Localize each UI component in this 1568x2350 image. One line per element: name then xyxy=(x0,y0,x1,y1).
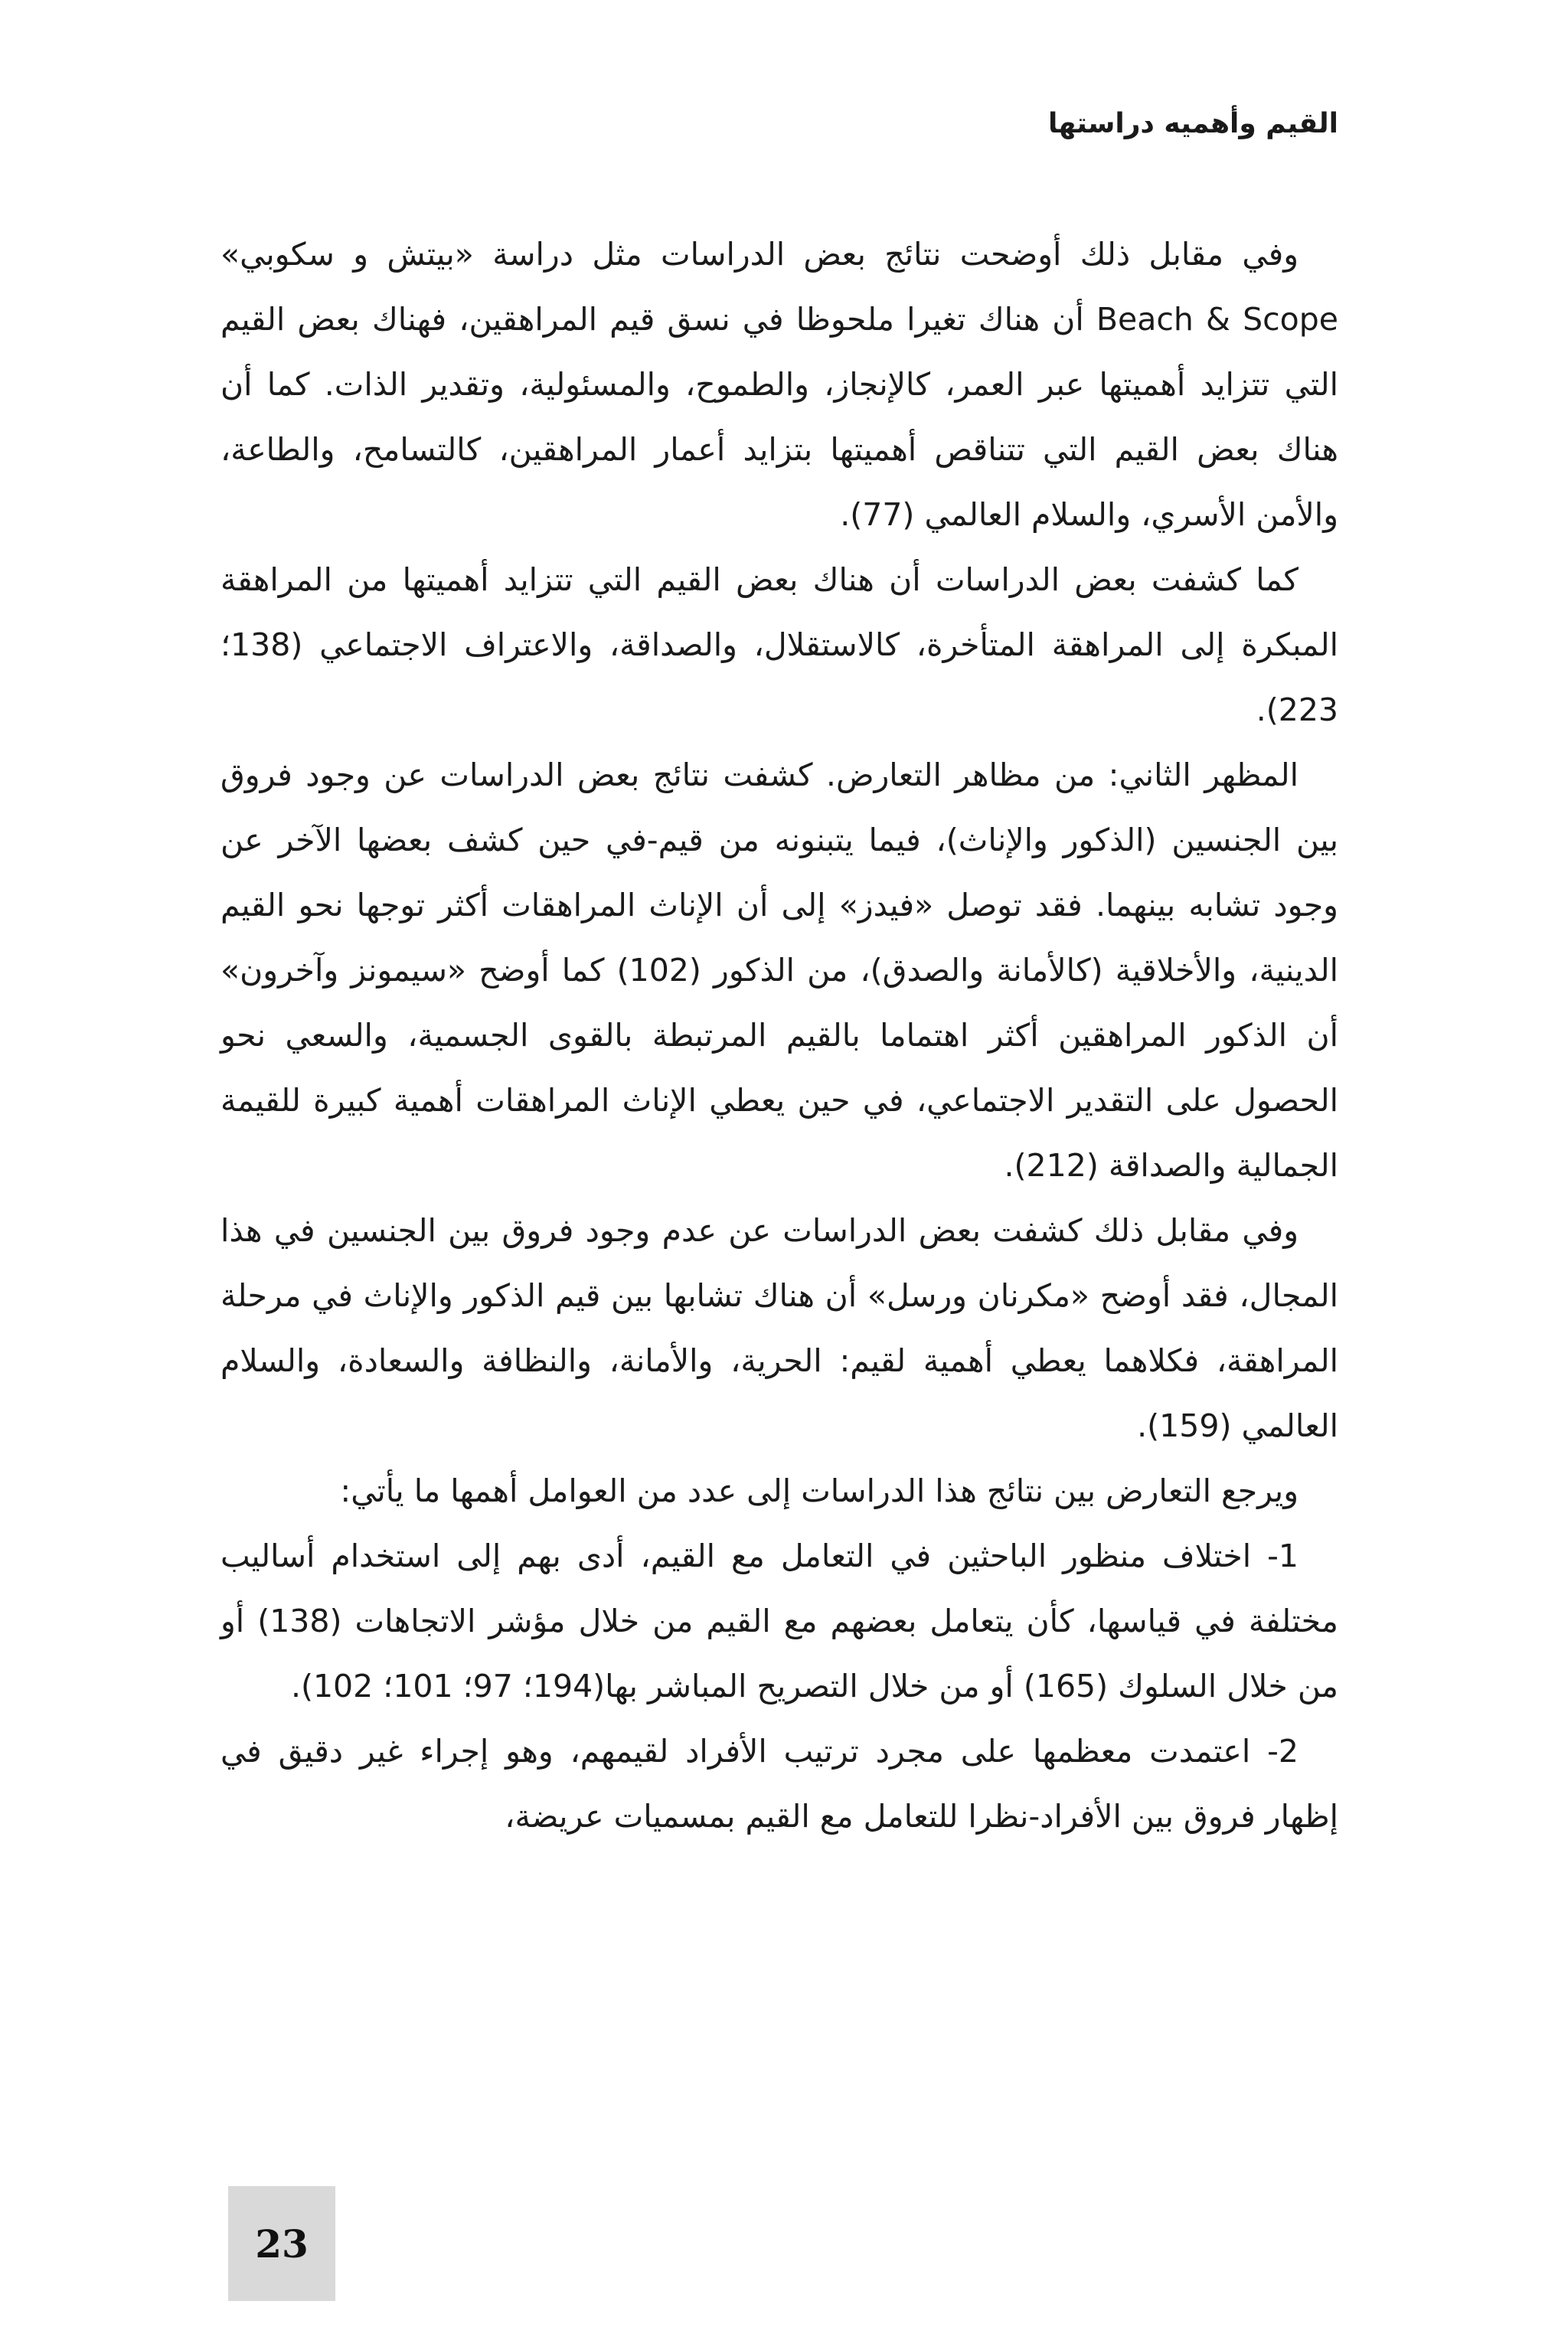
running-header: القيم وأهميه دراستها xyxy=(1047,108,1338,139)
paragraph-5: ويرجع التعارض بين نتائج هذا الدراسات إلى عدد من العوامل أهمها ما يأتي: xyxy=(340,1472,1298,1509)
paragraph-1: وفي مقابل ذلك أوضحت نتائج بعض الدراسات مثل دراسة «بيتش و سكوبي» Beach & Scope أن هناك تغيرا ملحوظا في نسق قيم المراهقين، فهناك بعض القيم التي تتزايد أهميتها عبر العمر، كالإنجاز، والطموح، والمسئولية، وتقدير الذات. كما أن هناك بعض القيم التي تتناقص أهميتها بتزايد أعمار المراهقين، كالتسامح، والطاعة، والأمن الأسري، والسلام العالمي (77). xyxy=(220,236,1338,533)
list-item-1: 1- اختلاف منظور الباحثين في التعامل مع القيم، أدى بهم إلى استخدام أساليب مختلفة في قياسها، كأن يتعامل بعضهم مع القيم من خلال مؤشر الاتجاهات (138) أو من خلال السلوك (165) أو من خلال التصريح المباشر بها(194؛ 97؛ 101؛ 102). xyxy=(220,1538,1339,1704)
page-number: 23 xyxy=(255,2221,309,2267)
page-number-box xyxy=(228,2186,335,2301)
list-item-2: 2- اعتمدت معظمها على مجرد ترتيب الأفراد لقيمهم، وهو إجراء غير دقيق في إظهار فروق بين الأفراد-نظرا للتعامل مع القيم بمسميات عريضة، xyxy=(220,1733,1338,1835)
paragraph-3: المظهر الثاني: من مظاهر التعارض. كشفت نتائج بعض الدراسات عن وجود فروق بين الجنسين (الذكور والإناث)، فيما يتبنونه من قيم-في حين كشف بعضها الآخر عن وجود تشابه بينهما. فقد توصل «فيدز» إلى أن الإناث المراهقات أكثر توجها نحو القيم الدينية، والأخلاقية (كالأمانة والصدق)، من الذكور (102) كما أوضح «سيمونز وآخرون» أن الذكور المراهقين أكثر اهتماما بالقيم المرتبطة بالقوى الجسمية، والسعي نحو الحصول على التقدير الاجتماعي، في حين يعطي الإناث المراهقات أهمية كبيرة للقيمة الجمالية والصداقة (212). xyxy=(220,757,1338,1184)
body-text xyxy=(220,222,1338,1849)
paragraph-2: كما كشفت بعض الدراسات أن هناك بعض القيم التي تتزايد أهميتها من المراهقة المبكرة إلى المراهقة المتأخرة، كالاستقلال، والصداقة، والاعتراف الاجتماعي (138؛ 223). xyxy=(220,561,1338,728)
paragraph-4: وفي مقابل ذلك كشفت بعض الدراسات عن عدم وجود فروق بين الجنسين في هذا المجال، فقد أوضح «مكرنان ورسل» أن هناك تشابها بين قيم الذكور والإناث في مرحلة المراهقة، فكلاهما يعطي أهمية لقيم: الحرية، والأمانة، والنظافة والسعادة، والسلام العالمي (159). xyxy=(220,1212,1338,1444)
